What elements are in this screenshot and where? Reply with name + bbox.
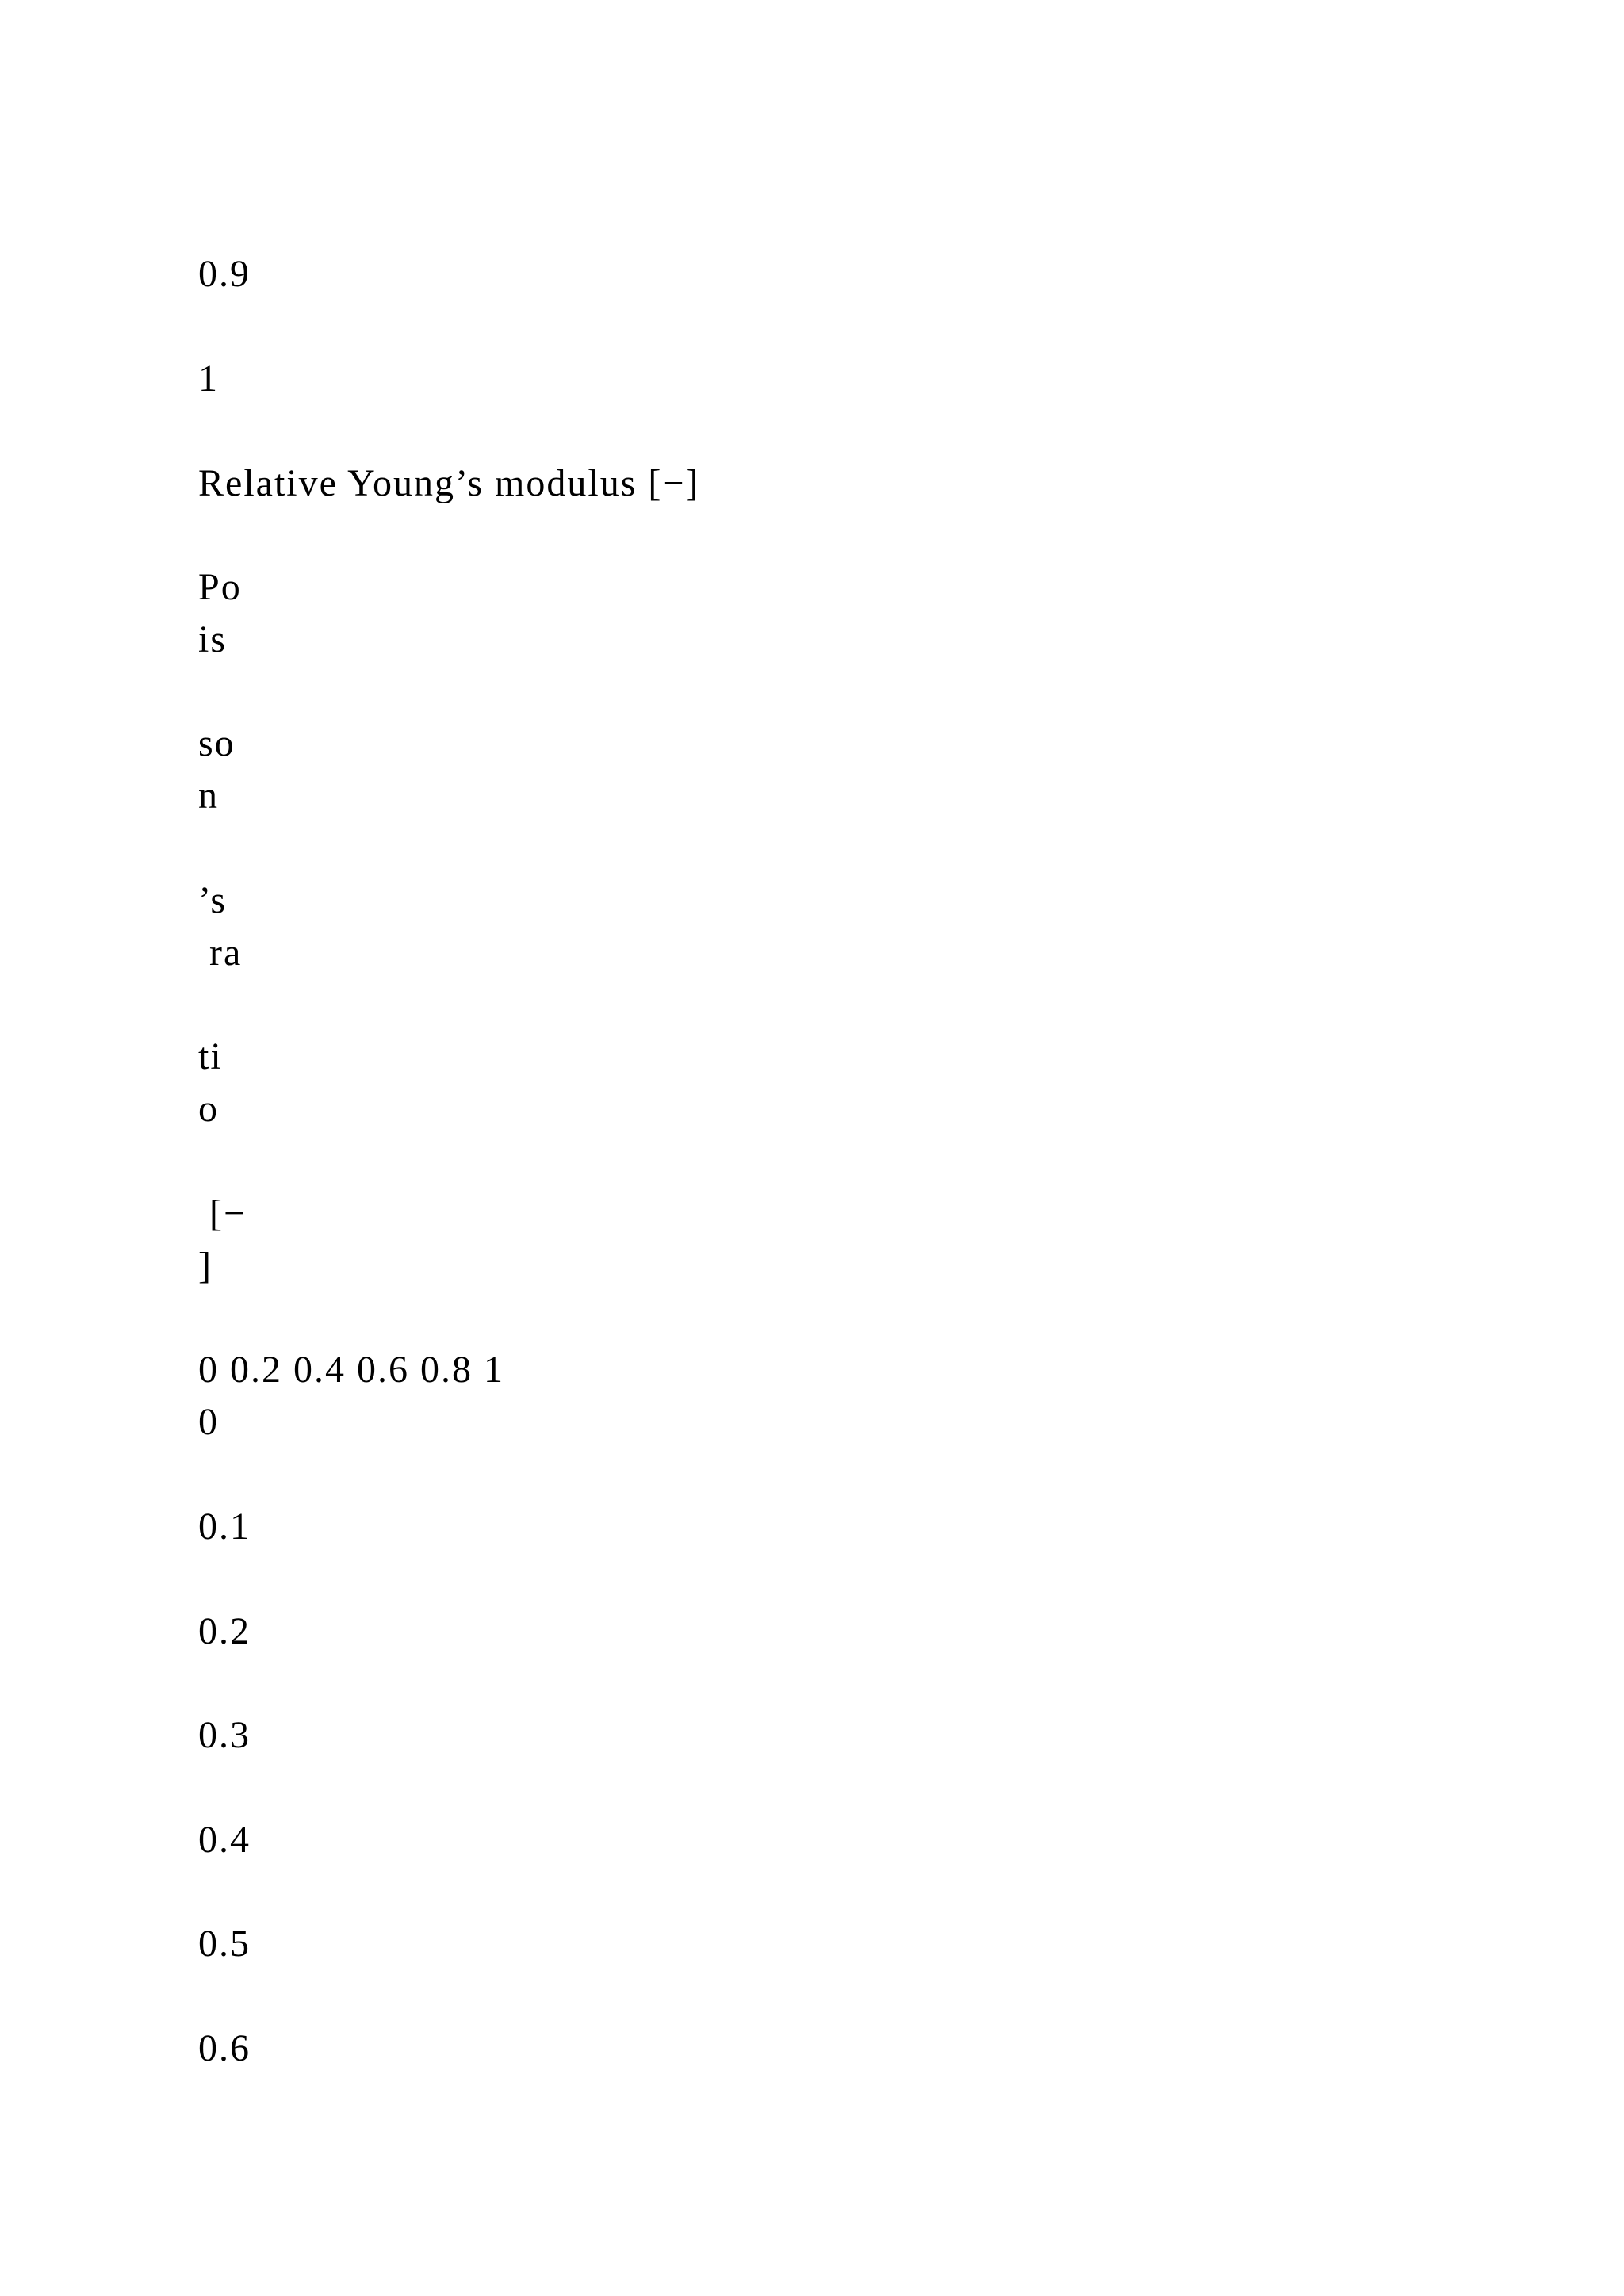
text-line-is: is bbox=[198, 618, 228, 660]
text-line-x-ticks: 0 0.2 0.4 0.6 0.8 1 bbox=[198, 1349, 504, 1391]
text-line-0: 0 bbox=[198, 1401, 219, 1443]
text-line-n: n bbox=[198, 775, 219, 817]
text-line-0-9-top: 0.9 bbox=[198, 253, 251, 295]
text-line-0-5: 0.5 bbox=[198, 1923, 251, 1965]
text-line-0-6: 0.6 bbox=[198, 2027, 251, 2069]
text-line-ra: ra bbox=[198, 932, 243, 974]
text-line-0-3: 0.3 bbox=[198, 1714, 251, 1756]
text-line-so: so bbox=[198, 722, 236, 764]
text-line-po: Po bbox=[198, 566, 242, 608]
text-line-o: o bbox=[198, 1088, 219, 1130]
text-line-bracket-open: [− bbox=[198, 1192, 247, 1234]
text-line-x-axis-label: Relative Young’s modulus [−] bbox=[198, 462, 700, 504]
text-line-ti: ti bbox=[198, 1035, 223, 1077]
text-line-bracket-close: ] bbox=[198, 1245, 213, 1287]
text-line-1-top: 1 bbox=[198, 358, 219, 400]
text-line-apostrophe-s: ’s bbox=[198, 879, 228, 921]
text-line-0-4: 0.4 bbox=[198, 1819, 251, 1861]
text-line-0-2: 0.2 bbox=[198, 1610, 251, 1652]
text-line-0-1: 0.1 bbox=[198, 1506, 251, 1548]
